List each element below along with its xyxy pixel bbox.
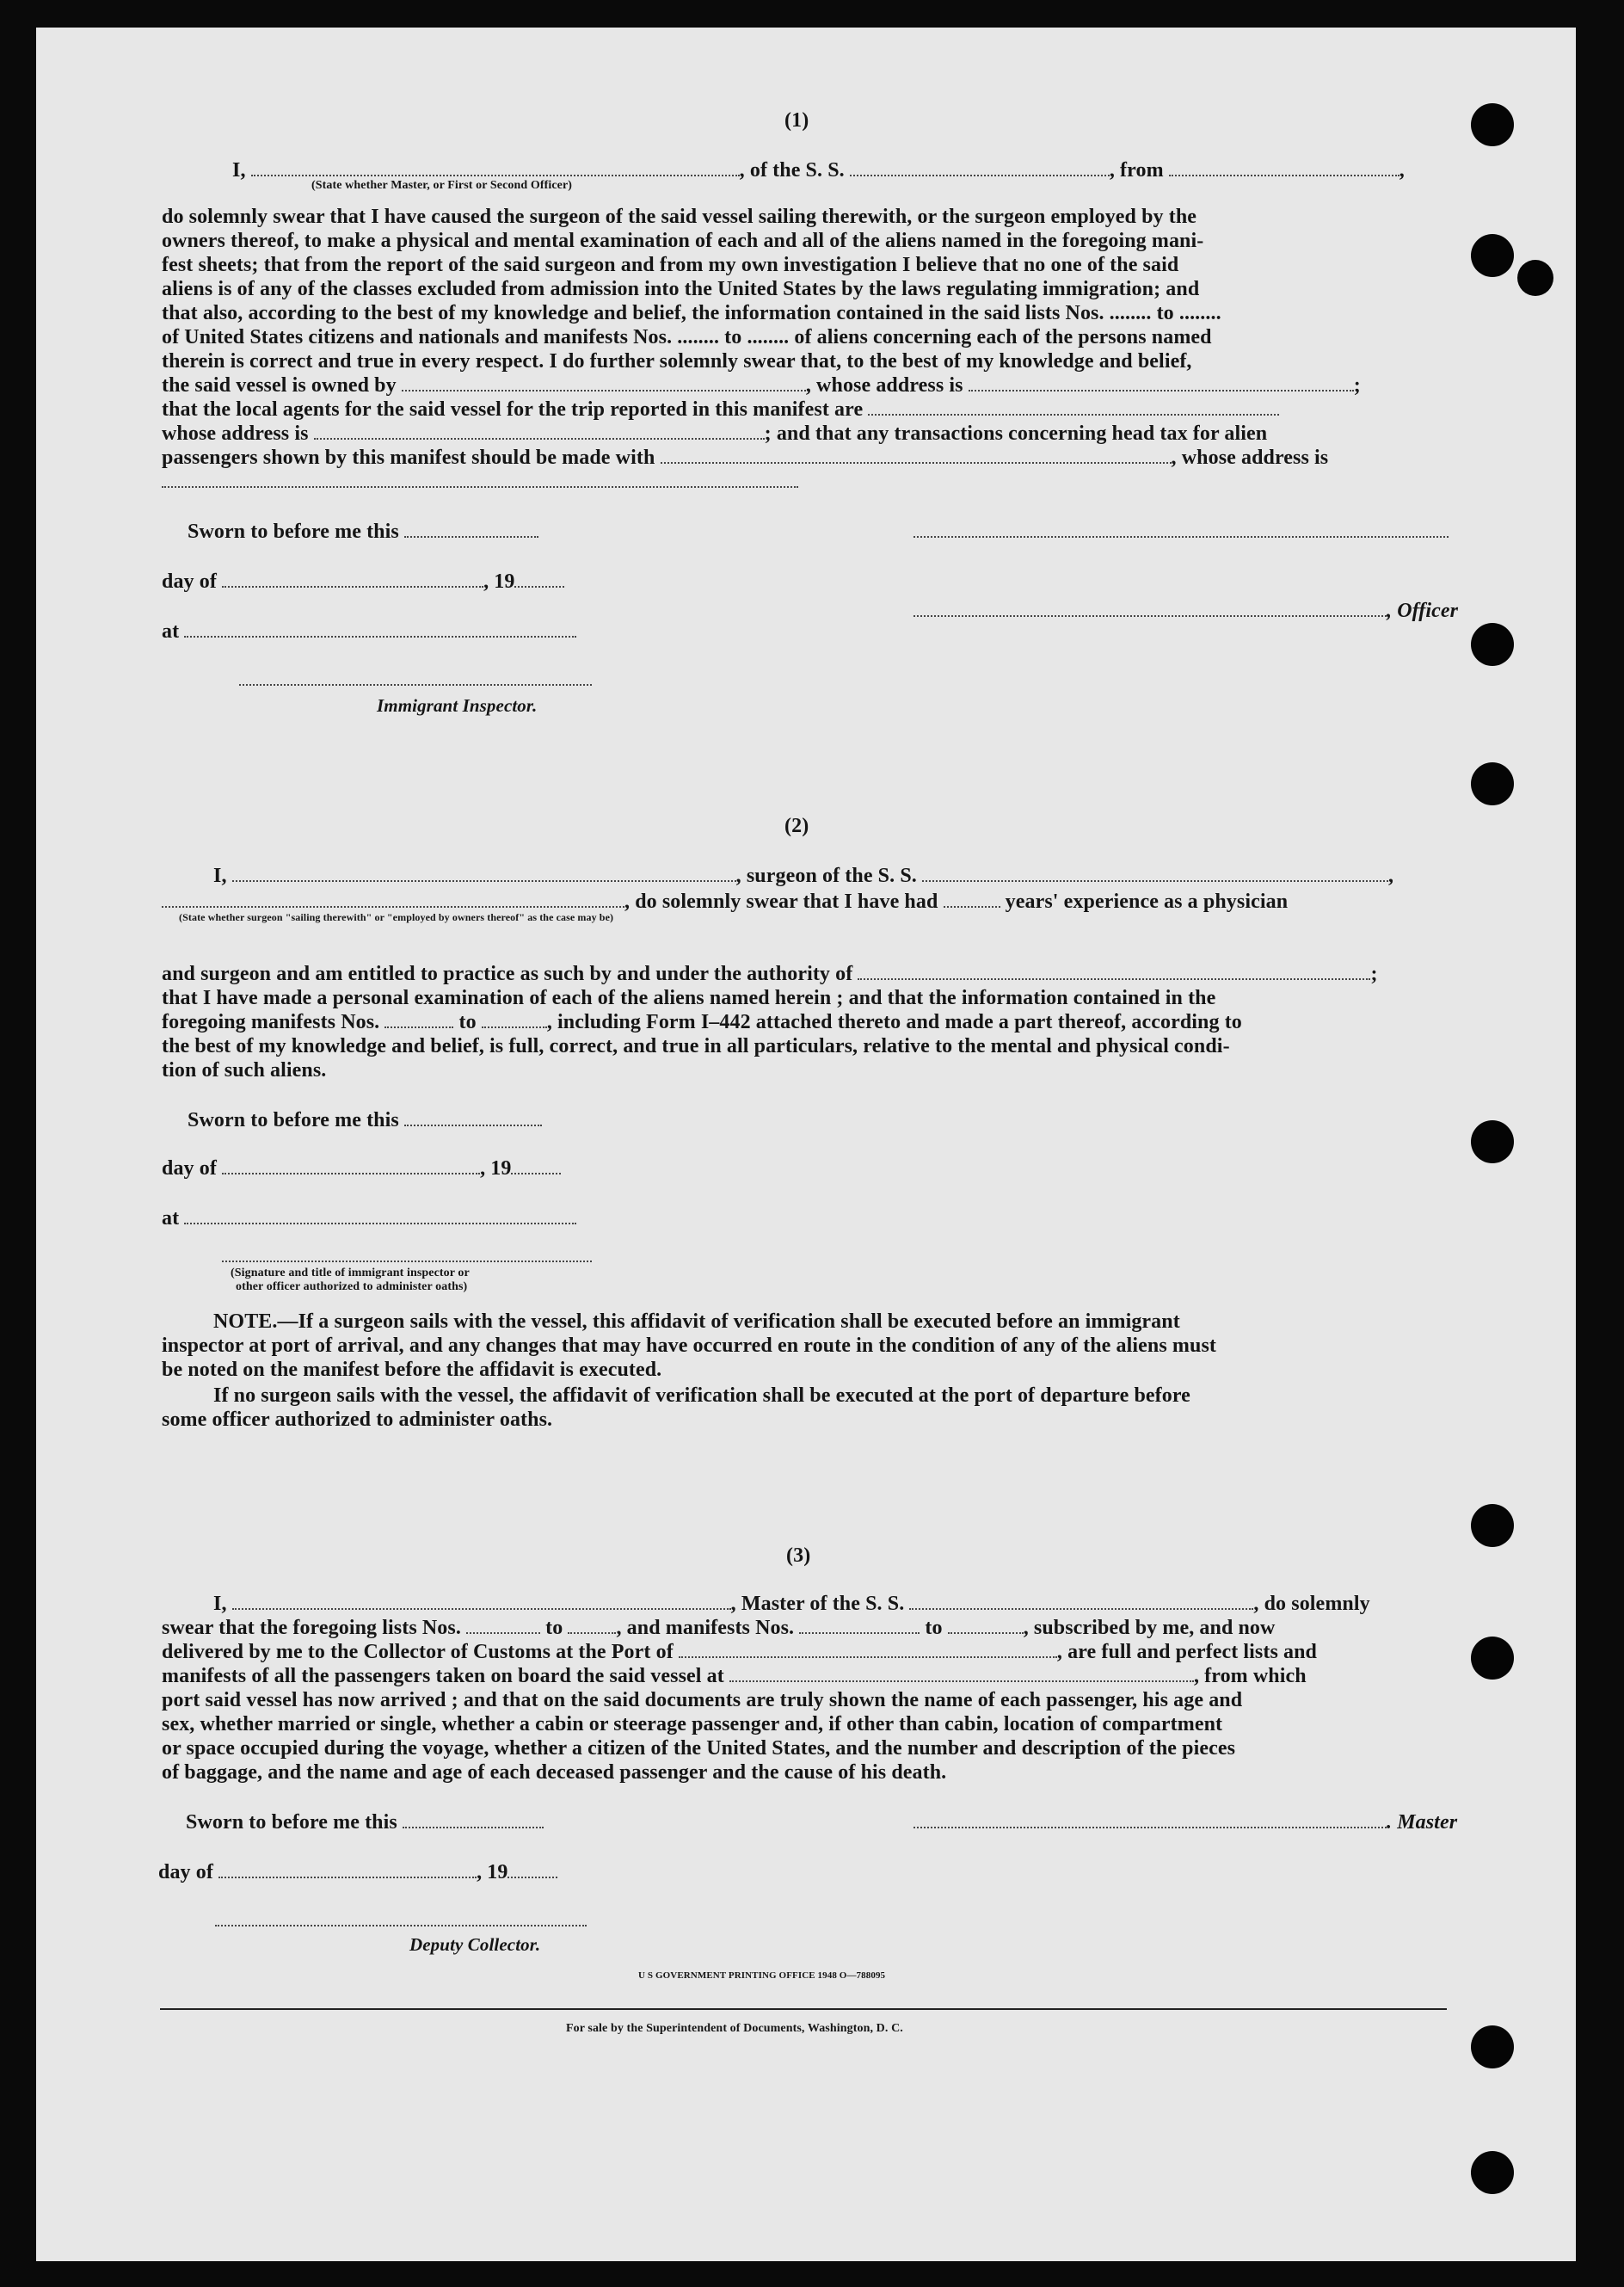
master-name-field[interactable]	[232, 1593, 731, 1610]
gpo-imprint: U S GOVERNMENT PRINTING OFFICE 1948 O—788095	[638, 1970, 886, 1981]
section-3-line-4: manifests of all the passengers taken on board the said vessel at , from which	[162, 1665, 1307, 1687]
sworn-line-2: Sworn to before me this	[188, 1108, 542, 1132]
surgeon-vessel-field[interactable]	[922, 865, 1388, 882]
master-signature-field[interactable]	[914, 1811, 1387, 1828]
year-field-2[interactable]	[511, 1157, 561, 1174]
authority-field[interactable]	[858, 963, 1370, 980]
head-tax-address-field[interactable]	[162, 471, 798, 488]
day-line-2: day of , 19	[162, 1156, 561, 1180]
punch-hole	[1517, 260, 1553, 296]
inspector-signature-field-2[interactable]	[222, 1245, 592, 1262]
note-line-4: If no surgeon sails with the vessel, the affidavit of verification shall be executed at the port of departure before	[213, 1384, 1190, 1407]
sworn-date-field-2[interactable]	[404, 1109, 542, 1126]
manifests-to-field-3[interactable]	[948, 1617, 1024, 1634]
punch-hole	[1471, 1504, 1514, 1547]
punch-hole	[1471, 2151, 1514, 2194]
manifests-from-field-3[interactable]	[799, 1617, 920, 1634]
section-2-line-1: I, , surgeon of the S. S. ,	[213, 865, 1394, 887]
surgeon-status-field[interactable]	[162, 891, 624, 908]
day-field-1[interactable]	[222, 570, 483, 588]
officer-title-signature-field[interactable]	[914, 600, 1387, 617]
deputy-collector-label: Deputy Collector.	[409, 1934, 541, 1955]
vessel-name-field[interactable]	[850, 159, 1110, 176]
note-line-1: NOTE.—If a surgeon sails with the vessel, this affidavit of verification shall be executed before an immigrant	[213, 1310, 1180, 1333]
boarding-port-field[interactable]	[729, 1665, 1194, 1682]
day-line-3: day of , 19	[158, 1860, 557, 1884]
punch-hole	[1471, 103, 1514, 146]
section-2-body-4: tion of such aliens.	[162, 1059, 327, 1082]
authority-line: and surgeon and am entitled to practice as such by and under the authority of ;	[162, 963, 1378, 985]
note-line-2: inspector at port of arrival, and any changes that may have occurred en route in the condition of any of the aliens must	[162, 1335, 1216, 1357]
immigrant-inspector-label: Immigrant Inspector.	[377, 695, 538, 716]
signature-caption-1: (Signature and title of immigrant inspector or	[231, 1267, 470, 1279]
head-tax-line: passengers shown by this manifest should be made with , whose address is	[162, 447, 1329, 469]
officer-signature-field[interactable]	[914, 521, 1449, 538]
punch-hole	[1471, 1637, 1514, 1680]
note-line-5: some officer authorized to administer oaths.	[162, 1409, 553, 1431]
section-2-number: (2)	[784, 815, 809, 837]
sworn-date-field-3[interactable]	[403, 1811, 544, 1828]
manifests-to-field[interactable]	[482, 1011, 547, 1028]
day-field-2[interactable]	[222, 1157, 480, 1174]
lists-to-field[interactable]	[568, 1617, 616, 1634]
owner-field[interactable]	[402, 374, 806, 391]
day-line-1: day of , 19	[162, 570, 564, 594]
note-line-3: be noted on the manifest before the affidavit is executed.	[162, 1359, 662, 1381]
agents-address-line: whose address is ; and that any transactions concerning head tax for alien	[162, 422, 1268, 445]
collector-signature-field[interactable]	[215, 1909, 587, 1926]
section-3-line-3: delivered by me to the Collector of Customs at the Port of , are full and perfect lists and	[162, 1641, 1317, 1663]
surgeon-name-field[interactable]	[232, 865, 736, 882]
at-line-2: at	[162, 1206, 576, 1230]
section-1-number: (1)	[784, 109, 809, 132]
section-2-line-2: , do solemnly swear that I have had years' experience as a physician	[162, 890, 1288, 914]
years-experience-field[interactable]	[944, 891, 1000, 908]
section-2-body-3: the best of my knowledge and belief, is full, correct, and true in all particulars, relative to the mental and physical condi-	[162, 1035, 1230, 1057]
punch-hole	[1471, 2025, 1514, 2068]
from-port-field[interactable]	[1169, 159, 1399, 176]
section-1-line-1: I, , of the S. S. , from ,	[232, 159, 1405, 182]
officer-caption: (State whether Master, or First or Second Officer)	[311, 179, 573, 192]
manifest-verification-form: (1) I, , of the S. S. , from , (State whether Master, or First or Second Officer) do solemnly swear that I have caused the surgeon of the said vessel sailing therewith, or the surgeon employed by the owners thereof, to make a physical and mental examination of each and all of the aliens named in the foregoing mani- fest sheets; that from the report of the said surgeon and from my own investigation I believe that no one of the said aliens is of any of the classes excluded from admission into the United States by the laws regulating immigration; and that also, according to the best of my knowledge and belief, the information contained in the said lists Nos. ........ to ........ of United States citizens and nationals and manifests Nos. ........ to ........ of aliens concerning each of the persons named therein is correct and true in every respect. I do further solemnly swear that, to the best of my knowledge and belief, the said vessel is owned by , whose address is ; that the local agents for the said vessel for the trip reported in this manifest are whose address is ; and that any transactions concerning head tax for alien passengers shown by this manifest should be made with , whose address is Sworn to before me this day of , 19 , Officer at Immigrant Inspector. (2) I, , surgeon of the S. S. , , do solemnly swear that I have had years' experience as a physician (State whether surgeon "sailing therewith" or "employed by owners thereof" as the case may be) and surgeon and am entitled to practice as such by and under the authority of ; that I have made a personal examination of each of the aliens named herein ; and that the information contained in the foregoing manifests Nos. to , including Form I–442 attached thereto and made a part thereof, according to the best of my knowledge and belief, is full, correct, and true in all particulars, relative to the mental and physical condi- tion of such aliens. Sworn to before me this day of , 19 at (Signature and title of immigrant inspector or other officer authorized to administer oaths) NOTE.—If a surgeon sails with the vessel, this affidavit of verification shall be executed before an immigrant inspector at port of arrival, and any changes that may have occurred en route in the condition of any of the aliens must be noted on the manifest before the affidavit is executed. If no surgeon sails with the vessel, the affidavit of verification shall be executed at the port of departure before some officer authorized to administer oaths. (3) I, , Master of the S. S. , do solemnly swear that the foregoing lists Nos. to , and manifests Nos. to , subscribed by me, and now delivered by me to the Collector of Customs at the Port of , are full and perfect lists and manifests of all the passengers taken on board the said vessel at , from which port said vessel has now arrived ; and that on the said documents are truly shown the name of each passenger, his age and sex, whether married or single, whether a cabin or steerage passenger and, if other than cabin, location of compartment or space occupied during the voyage, whether a citizen of the United States, and the number and description of the pieces of baggage, and the name and age of each deceased passenger and the cause of his death. Sworn to before me this . Master day of , 19 Deputy Collector. U S GOVERNMENT PRINTING OFFICE 1948 O—788095 For sale by the Superintendent of Documents, Washington, D. C.	[36, 28, 1576, 2261]
officer-label: , Officer	[1387, 600, 1459, 622]
master-vessel-field[interactable]	[909, 1593, 1253, 1610]
master-label: . Master	[1387, 1811, 1458, 1834]
day-field-3[interactable]	[218, 1861, 477, 1878]
punch-hole	[1471, 1120, 1514, 1163]
sworn-line-3: Sworn to before me this	[186, 1810, 544, 1834]
at-line-1: at	[162, 620, 576, 644]
year-field-1[interactable]	[514, 570, 564, 588]
section-3-line-1: I, , Master of the S. S. , do solemnly	[213, 1593, 1370, 1615]
at-field-1[interactable]	[184, 620, 576, 638]
at-field-2[interactable]	[184, 1207, 576, 1224]
inspector-signature-field-1[interactable]	[239, 669, 592, 686]
footer-rule	[160, 2008, 1447, 2010]
manifests-from-field[interactable]	[384, 1011, 453, 1028]
section-2-body-2: foregoing manifests Nos. to , including Form I–442 attached thereto and made a part thereof, according to	[162, 1011, 1242, 1033]
section-3-line-2: swear that the foregoing lists Nos. to , and manifests Nos. to , subscribed by me, and now	[162, 1617, 1276, 1639]
lists-from-field[interactable]	[466, 1617, 540, 1634]
section-3-number: (3)	[786, 1544, 811, 1567]
sale-notice: For sale by the Superintendent of Documents, Washington, D. C.	[566, 2022, 903, 2035]
punch-hole	[1471, 762, 1514, 805]
punch-hole	[1471, 234, 1514, 277]
owner-address-field[interactable]	[969, 374, 1354, 391]
agents-field[interactable]	[868, 398, 1279, 416]
signature-caption-2: other officer authorized to administer oaths)	[236, 1280, 468, 1293]
sworn-date-field-1[interactable]	[404, 521, 538, 538]
section-2-body-1: that I have made a personal examination of each of the aliens named herein ; and that the information contained in the	[162, 987, 1216, 1009]
owner-line: the said vessel is owned by , whose address is ;	[162, 374, 1361, 397]
officer-title-field[interactable]	[251, 159, 740, 176]
port-field[interactable]	[679, 1641, 1057, 1658]
punch-hole	[1471, 623, 1514, 666]
sworn-line-1: Sworn to before me this	[188, 520, 538, 544]
year-field-3[interactable]	[508, 1861, 557, 1878]
agents-line: that the local agents for the said vessel for the trip reported in this manifest are	[162, 398, 1279, 422]
head-tax-party-field[interactable]	[661, 447, 1172, 464]
surgeon-caption: (State whether surgeon "sailing therewith" or "employed by owners thereof" as the case may be)	[179, 911, 614, 923]
agents-address-field[interactable]	[314, 422, 765, 440]
